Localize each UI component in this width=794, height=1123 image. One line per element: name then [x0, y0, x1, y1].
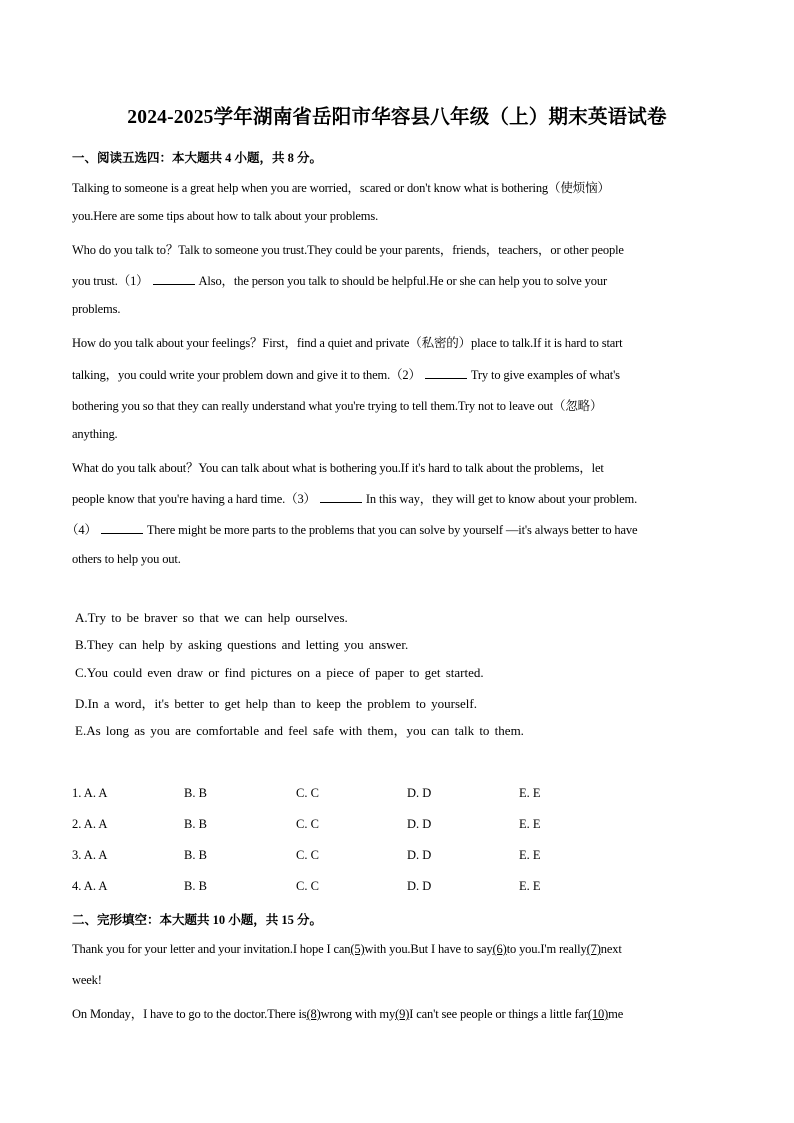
passage-line [72, 942, 622, 957]
choice-c[interactable]: C. C [296, 786, 319, 800]
choice-a[interactable]: 1. A. A [72, 786, 108, 800]
cloze-blank-7: (7) [586, 942, 601, 956]
passage-text: talking，you could write your problem down and give it to them.（2） [72, 368, 421, 382]
passage-text: wrong with my [320, 1007, 396, 1021]
passage-text: I can't see people or things a little far [409, 1007, 588, 1021]
passage-line: What do you talk about？You can talk about what is bothering you.If it's hard to talk about the problems，let [72, 461, 604, 475]
passage-text: There might be more parts to the problems that you can solve by yourself —it's always better to have [146, 523, 638, 537]
passage-line [72, 489, 637, 507]
option-b: B.They can help by asking questions and letting you answer. [75, 637, 409, 652]
answer-blank-4 [101, 522, 143, 534]
passage-line: problems. [72, 302, 121, 316]
option-c: C.You could even draw or find pictures on a piece of paper to get started. [75, 665, 484, 680]
passage-line [66, 520, 637, 538]
question-row-2 [72, 817, 712, 835]
choice-a[interactable]: 4. A. A [72, 879, 108, 893]
passage-text: you trust.（1） [72, 274, 149, 288]
passage-line: others to help you out. [72, 552, 181, 566]
passage-line: you.Here are some tips about how to talk about your problems. [72, 209, 379, 223]
question-row-4 [72, 879, 712, 897]
choice-d[interactable]: D. D [407, 848, 432, 862]
passage-line: anything. [72, 427, 118, 441]
passage-text: Try to give examples of what's [470, 368, 620, 382]
choice-e[interactable]: E. E [519, 848, 541, 862]
passage-line: How do you talk about your feelings？First，find a quiet and private（私密的）place to talk.If it is hard to start [72, 336, 623, 350]
page-title: 2024-2025学年湖南省岳阳市华容县八年级（上）期末英语试卷 [127, 107, 667, 128]
question-row-1 [72, 786, 712, 804]
passage-text: On Monday，I have to go to the doctor.There is [72, 1007, 307, 1021]
passage-text: people know that you're having a hard time.（3） [72, 492, 316, 506]
answer-blank-3 [320, 491, 362, 503]
answer-blank-2 [425, 367, 467, 379]
passage-text: next [600, 942, 622, 956]
choice-b[interactable]: B. B [184, 879, 207, 893]
choice-d[interactable]: D. D [407, 817, 432, 831]
section2-heading: 二、完形填空：本大题共 10 小题，共 15 分。 [72, 913, 323, 927]
passage-line: Talking to someone is a great help when you are worried，scared or don't know what is bothering（使烦恼） [72, 181, 610, 195]
choice-a[interactable]: 3. A. A [72, 848, 108, 862]
choice-d[interactable]: D. D [407, 786, 432, 800]
choice-a[interactable]: 2. A. A [72, 817, 108, 831]
choice-b[interactable]: B. B [184, 786, 207, 800]
choice-d[interactable]: D. D [407, 879, 432, 893]
choice-b[interactable]: B. B [184, 848, 207, 862]
option-a: A.Try to be braver so that we can help ourselves. [75, 610, 348, 625]
passage-text: （4） [66, 523, 97, 537]
passage-text: me [608, 1007, 624, 1021]
choice-e[interactable]: E. E [519, 817, 541, 831]
passage-text: In this way，they will get to know about your problem. [365, 492, 638, 506]
cloze-blank-5: (5) [350, 942, 365, 956]
cloze-blank-8: (8) [306, 1007, 321, 1021]
choice-c[interactable]: C. C [296, 817, 319, 831]
passage-line [72, 1004, 623, 1022]
passage-line: Who do you talk to？Talk to someone you trust.They could be your parents，friends，teachers，or other people [72, 243, 624, 257]
choice-b[interactable]: B. B [184, 817, 207, 831]
option-e: E.As long as you are comfortable and feel safe with them，you can talk to them. [75, 723, 524, 738]
cloze-blank-6: (6) [492, 942, 507, 956]
answer-blank-1 [153, 273, 195, 285]
passage-text: with you.But I have to say [364, 942, 493, 956]
passage-line [72, 271, 607, 289]
passage-text: to you.I'm really [506, 942, 587, 956]
cloze-blank-10: (10) [587, 1007, 609, 1021]
choice-e[interactable]: E. E [519, 879, 541, 893]
option-d: D.In a word，it's better to get help than to keep the problem to yourself. [75, 696, 477, 711]
choice-e[interactable]: E. E [519, 786, 541, 800]
passage-text: Thank you for your letter and your invitation.I hope I can [72, 942, 351, 956]
passage-line: week! [72, 973, 102, 987]
choice-c[interactable]: C. C [296, 879, 319, 893]
section1-heading: 一、阅读五选四：本大题共 4 小题，共 8 分。 [72, 151, 323, 165]
question-row-3 [72, 848, 712, 866]
passage-line: bothering you so that they can really understand what you're trying to tell them.Try not to leave out（忽略） [72, 399, 603, 413]
cloze-blank-9: (9) [395, 1007, 410, 1021]
passage-text: Also，the person you talk to should be helpful.He or she can help you to solve your [198, 274, 607, 288]
passage-line [72, 365, 620, 383]
choice-c[interactable]: C. C [296, 848, 319, 862]
